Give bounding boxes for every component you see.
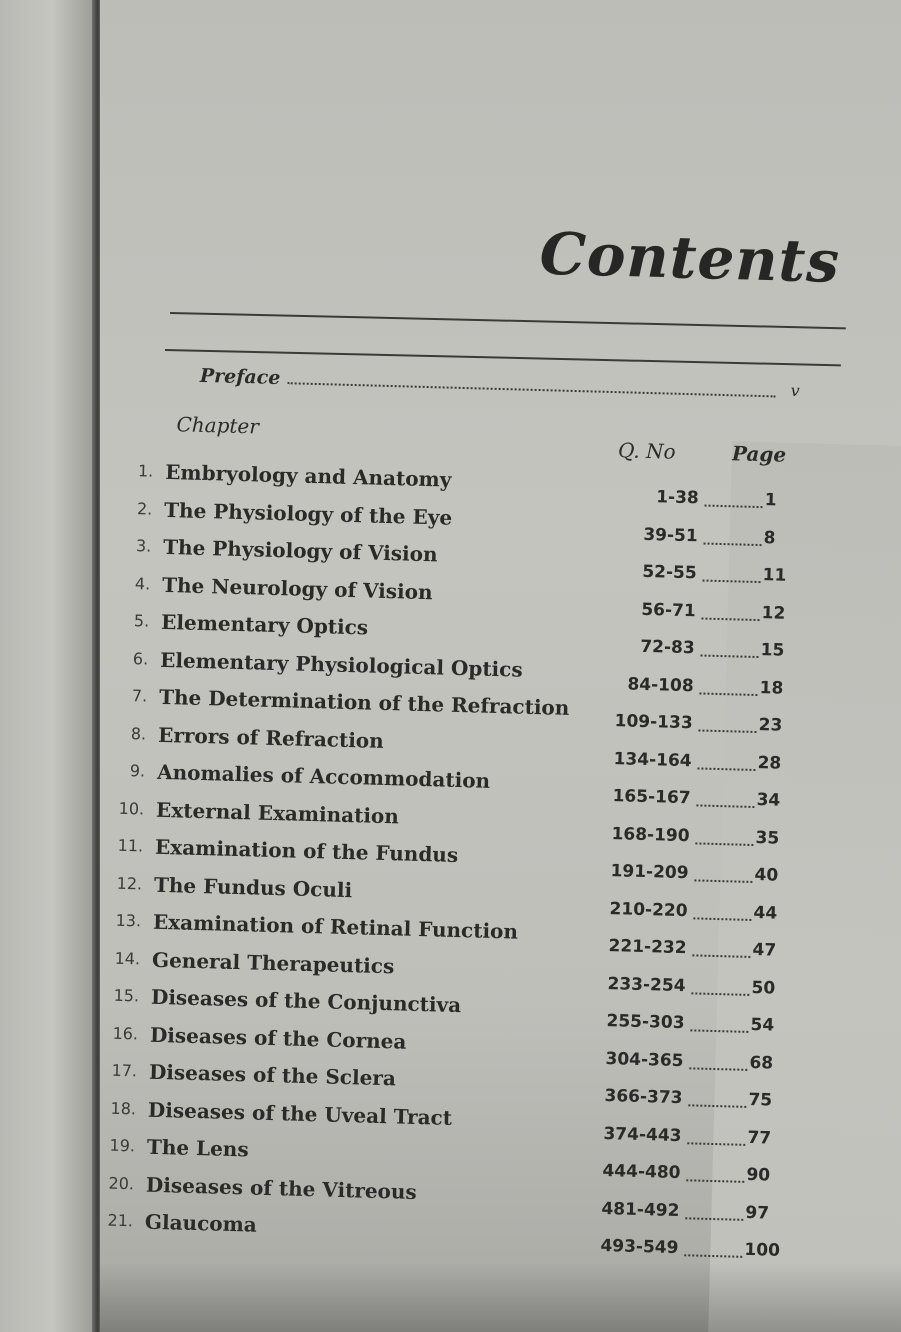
- question-range: 255-303: [606, 1011, 685, 1034]
- page-number: 100: [744, 1239, 781, 1261]
- page-number: 44: [753, 902, 778, 924]
- question-range: 191-209: [610, 861, 689, 884]
- dot-leader: [686, 1179, 744, 1183]
- question-range: 481-492: [601, 1198, 680, 1221]
- question-range: 165-167: [612, 786, 691, 809]
- chapter-number: 7.: [131, 686, 148, 706]
- dot-leader: [698, 729, 756, 733]
- chapter-number: 9.: [129, 761, 146, 781]
- dot-leader: [685, 1217, 743, 1221]
- chapter-title: Examination of Retinal Function: [152, 909, 519, 944]
- chapter-number: 20.: [108, 1173, 135, 1193]
- chapter-title: Errors of Refraction: [157, 722, 385, 753]
- question-range: 72-83: [640, 636, 695, 659]
- chapter-number: 3.: [135, 536, 152, 556]
- question-range: 84-108: [627, 674, 694, 696]
- page-number: 35: [755, 827, 780, 849]
- dot-leader: [688, 1104, 746, 1108]
- dot-leader: [701, 617, 759, 621]
- chapter-title: The Neurology of Vision: [161, 572, 433, 604]
- question-range: 134-164: [613, 748, 692, 771]
- chapter-title: Diseases of the Uveal Tract: [147, 1097, 453, 1130]
- question-range: 52-55: [642, 561, 697, 584]
- page-number: 75: [748, 1089, 773, 1111]
- page-number: 40: [754, 865, 779, 886]
- column-header-chapter: Chapter: [176, 412, 260, 439]
- dot-leader: [696, 804, 754, 808]
- page-number: 50: [751, 977, 776, 999]
- dot-leader: [697, 767, 755, 771]
- chapter-number: 1.: [137, 461, 154, 481]
- chapter-number: 6.: [132, 648, 149, 669]
- chapter-title: The Lens: [146, 1134, 249, 1162]
- question-range: 233-254: [607, 973, 686, 996]
- page-number: 54: [750, 1014, 775, 1036]
- question-range: 210-220: [609, 898, 688, 921]
- chapter-title: The Fundus Oculi: [153, 872, 353, 902]
- page-number: 28: [757, 752, 782, 774]
- dot-leader: [700, 654, 758, 658]
- question-range: 1-38: [655, 487, 700, 509]
- chapter-title: The Physiology of Vision: [162, 534, 438, 567]
- question-range: 366-373: [604, 1086, 683, 1109]
- column-header-page: Page: [696, 441, 901, 1332]
- dot-leader: [690, 1029, 748, 1033]
- dot-leader: [691, 992, 749, 996]
- preface-label: Preface: [199, 364, 281, 390]
- page-number: 18: [759, 677, 784, 699]
- chapter-number: 4.: [134, 573, 151, 594]
- dot-leader: [694, 879, 752, 883]
- page-number: 97: [745, 1202, 770, 1224]
- chapter-number: 2.: [136, 498, 153, 519]
- question-range: 109-133: [614, 711, 693, 734]
- left-page-edge: [0, 0, 96, 1332]
- page-number: 47: [752, 940, 777, 961]
- chapter-title: Anomalies of Accommodation: [156, 759, 491, 793]
- dot-leader: [684, 1254, 742, 1258]
- page-title: Contents: [538, 219, 841, 296]
- page-number: 12: [761, 602, 786, 624]
- chapter-number: 5.: [133, 611, 150, 631]
- question-range: 39-51: [643, 524, 698, 546]
- chapter-title: Elementary Optics: [160, 609, 369, 640]
- page-number: 15: [760, 640, 785, 661]
- chapter-number: 8.: [130, 723, 147, 744]
- chapter-number: 10.: [118, 798, 145, 818]
- page-number: 77: [747, 1127, 772, 1149]
- question-range: 56-71: [641, 599, 696, 621]
- chapter-title: Glaucoma: [144, 1209, 258, 1237]
- question-range: 221-232: [608, 936, 687, 959]
- chapter-title: Elementary Physiological Optics: [159, 647, 523, 682]
- chapter-title: General Therapeutics: [151, 947, 395, 978]
- page-number: 23: [758, 715, 783, 736]
- chapter-number: 17.: [111, 1060, 138, 1081]
- chapter-number: 16.: [112, 1023, 139, 1043]
- chapter-number: 18.: [110, 1098, 137, 1118]
- page-number: 11: [762, 565, 787, 586]
- dot-leader: [692, 954, 750, 958]
- contents-page: [100, 0, 901, 1332]
- chapter-number: 21.: [107, 1210, 134, 1231]
- dot-leader: [687, 1142, 745, 1146]
- chapter-title: Diseases of the Vitreous: [145, 1172, 418, 1204]
- preface-page: v: [790, 380, 800, 401]
- chapter-title: Embryology and Anatomy: [164, 459, 452, 492]
- question-range: 444-480: [602, 1161, 681, 1184]
- chapter-title: Diseases of the Sclera: [148, 1059, 397, 1091]
- dot-leader: [695, 842, 753, 846]
- chapter-title: Diseases of the Conjunctiva: [150, 984, 462, 1018]
- page-number: 1: [764, 490, 777, 511]
- chapter-title: The Determination of the Refraction: [158, 684, 570, 720]
- question-range: 374-443: [603, 1123, 682, 1146]
- page-number: 8: [763, 527, 776, 548]
- chapter-title: Examination of the Fundus: [154, 834, 459, 867]
- dot-leader: [705, 505, 763, 509]
- chapter-number: 11.: [117, 835, 144, 856]
- chapter-number: 13.: [115, 910, 142, 931]
- dot-leader: [704, 542, 762, 546]
- question-range: 493-549: [600, 1235, 679, 1259]
- chapter-title: External Examination: [155, 797, 400, 828]
- page-number: 68: [749, 1052, 774, 1074]
- page-number: 90: [746, 1164, 771, 1186]
- chapter-number: 19.: [109, 1135, 136, 1156]
- dot-leader: [689, 1067, 747, 1071]
- page-number: 34: [756, 790, 781, 811]
- question-range: 304-365: [605, 1048, 684, 1071]
- chapter-title: The Physiology of the Eye: [163, 497, 453, 530]
- dot-leader: [699, 692, 757, 696]
- table-of-contents: [100, 0, 901, 1332]
- chapter-number: 14.: [114, 948, 141, 968]
- chapter-number: 15.: [113, 985, 140, 1006]
- chapter-number: 12.: [116, 873, 143, 893]
- chapter-title: Diseases of the Cornea: [149, 1022, 407, 1054]
- dot-leader: [702, 580, 760, 584]
- dot-leader: [693, 917, 751, 921]
- question-range: 168-190: [611, 823, 690, 846]
- dot-leader: [288, 382, 776, 397]
- preface-entry: [200, 365, 800, 405]
- column-header-qno: Q. No: [617, 438, 676, 464]
